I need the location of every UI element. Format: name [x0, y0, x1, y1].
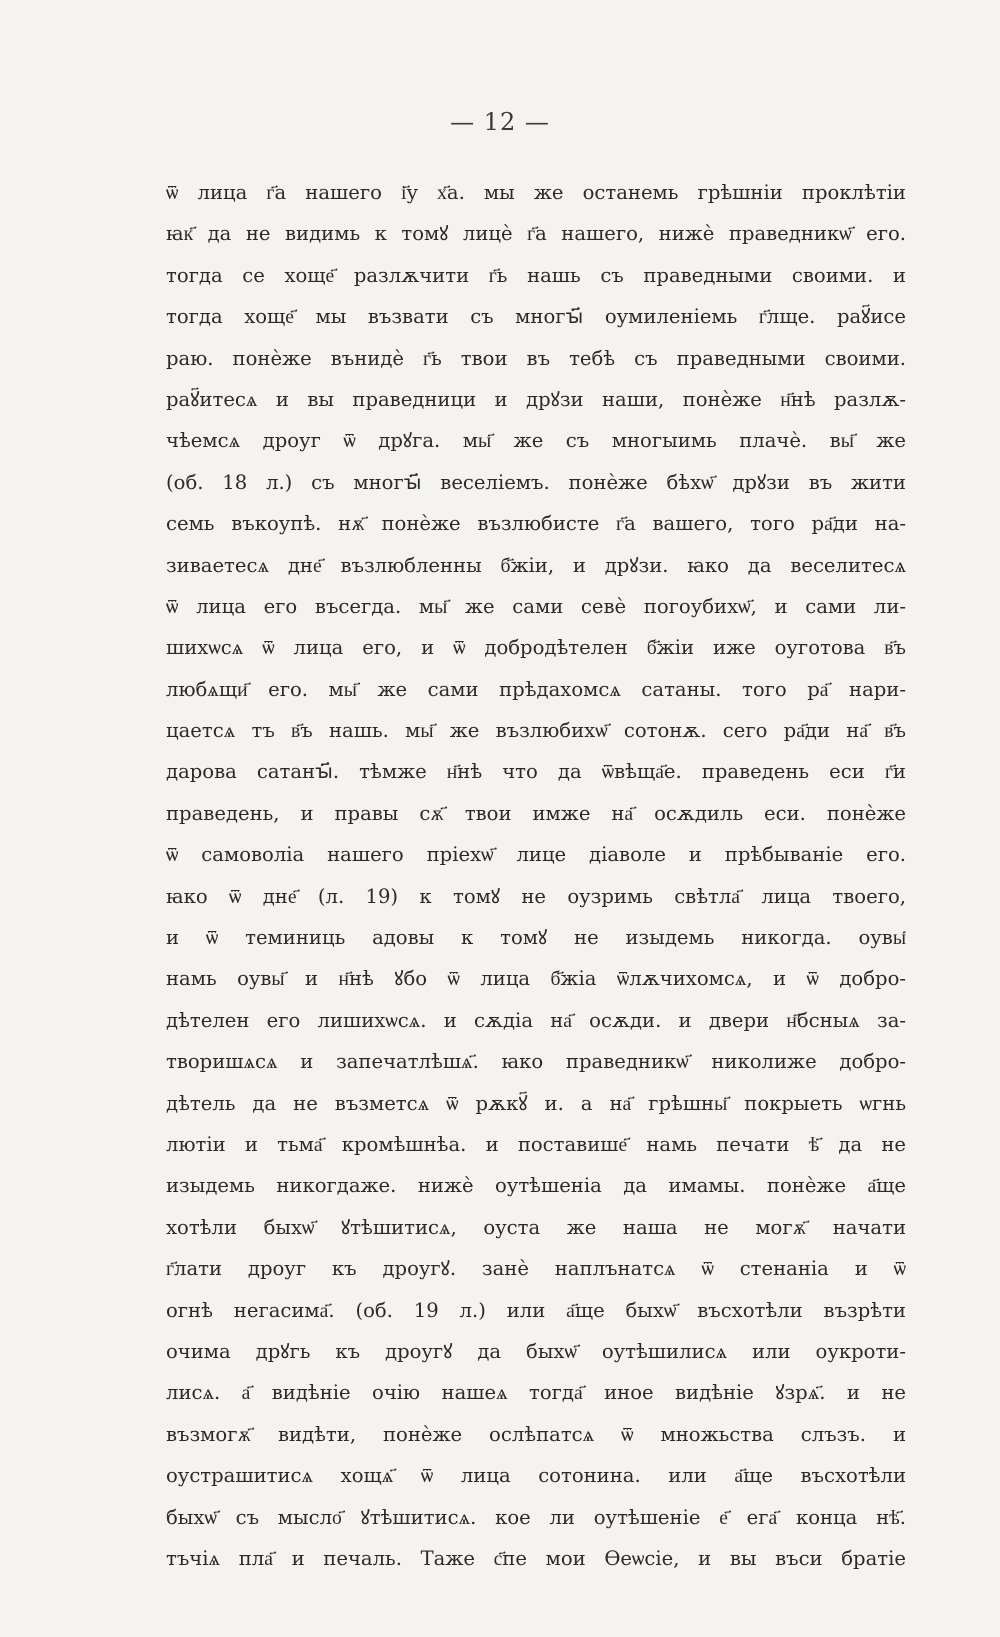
- text-line: шихѡсѧ ѿ лица его, и ѿ добродѣтелен б҃жіи иже оуготова в҃ъ: [166, 636, 906, 660]
- text-line: намь оувы҃ и н҃нѣ ꙋбо ѿ лица б҃жіа ѿлѫчихомсѧ, и ѿ добро-: [166, 967, 906, 991]
- text-line: праведень, и правы сѫ҃ твои имже на҃ осѫдиль еси. понѐже: [166, 801, 906, 825]
- text-line: тогда се хоще҃ разлѫчити г҃ь нашь съ праведными своими. и: [166, 263, 906, 287]
- body-text: [166, 172, 906, 1579]
- text-line: раꙋ҃итесѧ и вы праведници и дрꙋзи наши, понѐже н҃нѣ разлѫ-: [166, 387, 906, 411]
- text-line: раю. понѐже вънидѐ г҃ь твои въ тебѣ съ праведными своими.: [166, 346, 906, 370]
- text-line: огнѣ негасима҃. (об. 19 л.) или а҃ще быхѡ҃ въсхотѣли възрѣти: [166, 1298, 906, 1322]
- text-line: лисѧ. а҃ видѣніе очію нашеѧ тогда҃ иное видѣніе ꙋзрѧ҃. и не: [166, 1381, 906, 1405]
- text-line: тогда хоще҃ мы възвати съ многꙑ҃ оумиленіемь г҃лще. раꙋ҃исе: [166, 305, 906, 329]
- text-line: дѣтелен его лишихѡсѧ. и сѫдіа на҃ осѫди. и двери н҃бсныѧ за-: [166, 1008, 906, 1032]
- text-line: лютіи и тьма҃ кромѣшнѣа. и поставише҃ намь печати ѣ҃ да не: [166, 1132, 906, 1156]
- text-line: ѿ лица г҃а нашего і҃у х҃а. мы же останемь грѣшніи проклѣтіи: [166, 181, 906, 204]
- text-line: изыдемь никогдаже. нижѐ оутѣшеніа да имамы. понѐже а҃ще: [166, 1174, 906, 1198]
- text-line: творишѧсѧ и запечатлѣшѧ҃. ꙗко праведникѡ҃ николиже добро-: [166, 1050, 906, 1074]
- text-line: зиваетесѧ дне҃ възлюбленны б҃жіи, и дрꙋзи. ꙗко да веселитесѧ: [166, 553, 906, 577]
- text-line: ѿ самоволіа нашего пріехѡ҃ лице діаволе и прѣбываніе его.: [166, 843, 906, 867]
- text-line: възмогѫ҃ видѣти, понѐже ослѣпатсѧ ѿ множьства слъзъ. и: [166, 1422, 906, 1446]
- text-line: г҃лати дроуг къ дроугꙋ. занѐ наплънатсѧ ѿ стенаніа и ѿ: [166, 1257, 906, 1281]
- text-line: хотѣли быхѡ҃ ꙋтѣшитисѧ, оуста же наша не могѫ҃ начати: [166, 1215, 906, 1239]
- text-line: ꙗк҃ да не видимь к томꙋ лицѐ г҃а нашего, нижѐ праведникѡ҃ его.: [166, 222, 906, 246]
- text-line: ꙗко ѿ дне҃ (л. 19) к томꙋ не оузримь свѣтла҃ лица твоего,: [166, 884, 906, 908]
- text-line: дарова сатанꙑ҃. тѣмже н҃нѣ что да ѿвѣща҃е. праведень еси г҃и: [166, 760, 906, 784]
- text-line: быхѡ҃ съ мысло҃ ꙋтѣшитисѧ. кое ли оутѣшеніе е҃ ега҃ конца нѣ҃.: [166, 1505, 906, 1529]
- page-number: — 12 —: [450, 108, 550, 136]
- text-line: и ѿ теминиць адовы к томꙋ не изыдемь никогда. оувы҃: [166, 926, 906, 950]
- text-line: ѿ лица его въсегда. мы҃ же сами севѐ погоубихѡ҃, и сами ли-: [166, 594, 906, 618]
- text-line: дѣтель да не възметсѧ ѿ рѫкꙋ҃ и. а на҃ грѣшны҃ покрыеть ѡгнь: [166, 1091, 906, 1115]
- text-line: оустрашитисѧ хощѧ҃ ѿ лица сотонина. или а҃ще въсхотѣли: [166, 1464, 906, 1488]
- text-line: очима дрꙋгь къ дроугꙋ да быхѡ҃ оутѣшилисѧ или оукроти-: [166, 1339, 906, 1363]
- text-line: любѧщи҃ его. мы҃ же сами прѣдахомсѧ сатаны. того ра҃ нари-: [166, 677, 906, 701]
- text-line: тъчіѧ пла҃ и печаль. Таже с҃пе мои Ѳеѡсіе, и вы въси братіе: [166, 1546, 906, 1570]
- text-line: семь въкоупѣ. нѫ҃ понѐже възлюбисте г҃а вашего, того ра҃ди на-: [166, 512, 906, 536]
- text-line: чѣемсѧ дроуг ѿ дрꙋга. мы҃ же съ многыимь плачѐ. вы҃ же: [166, 429, 906, 453]
- text-line: (об. 18 л.) съ многꙑ҃ веселіемъ. понѐже бѣхѡ҃ дрꙋзи въ жити: [166, 470, 906, 494]
- text-line: цаетсѧ тъ в҃ъ нашь. мы҃ же възлюбихѡ҃ сотонѫ. сего ра҃ди на҃ в҃ъ: [166, 719, 906, 743]
